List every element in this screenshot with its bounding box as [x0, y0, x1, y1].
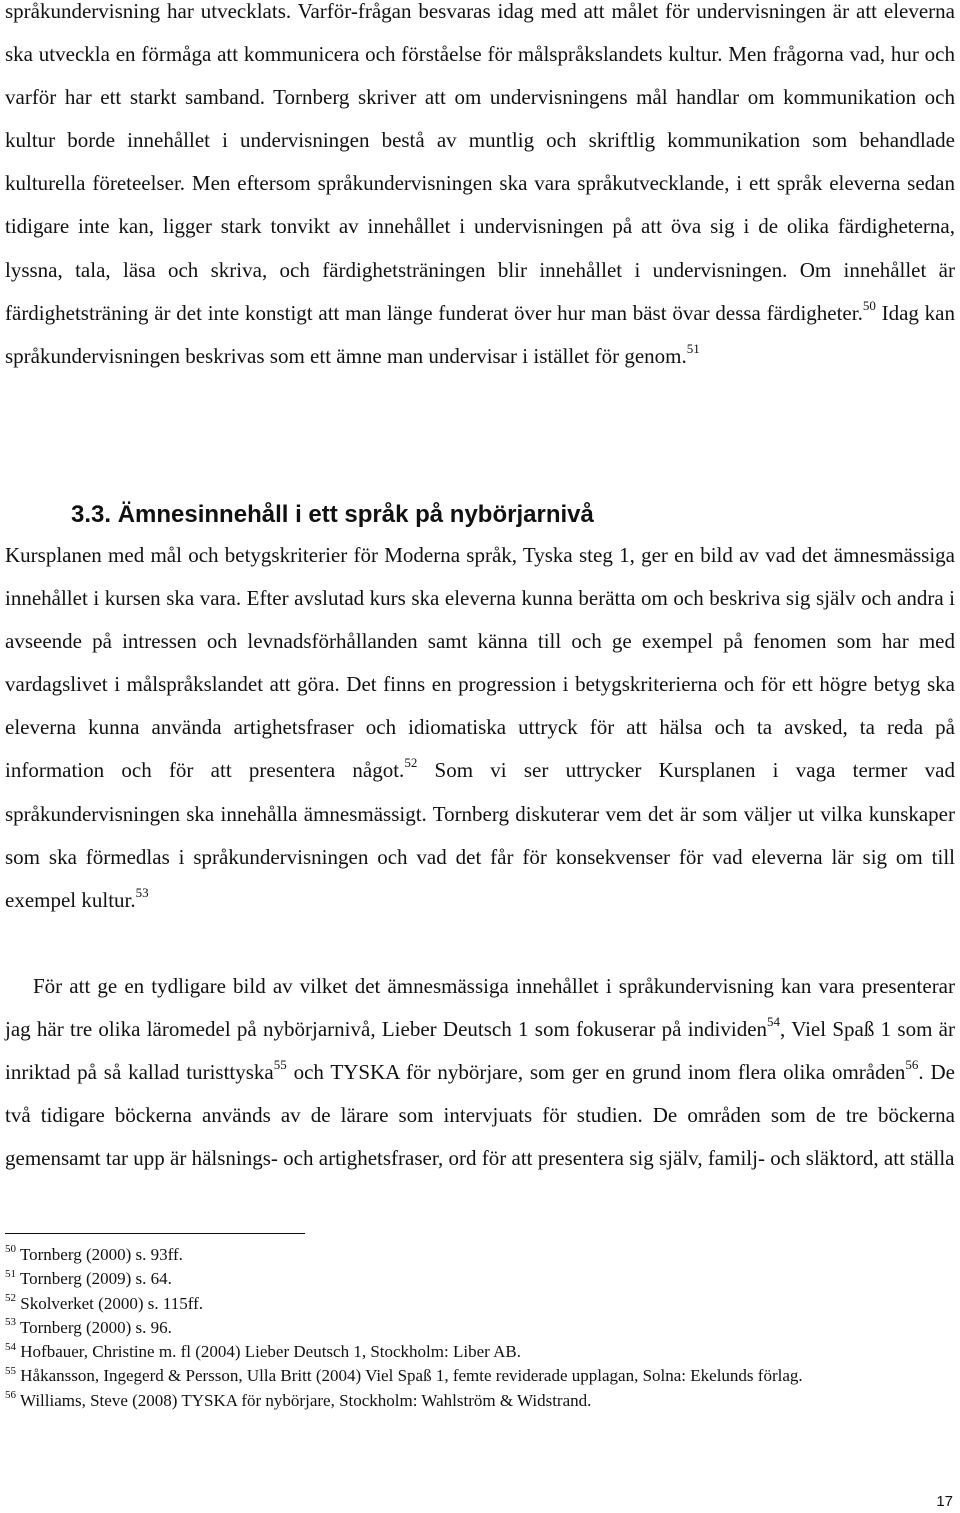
- footnote-ref-56: 56: [905, 1057, 919, 1073]
- footnote-separator: [5, 1233, 305, 1234]
- footnote-text: Tornberg (2000) s. 93ff.: [19, 1245, 183, 1264]
- footnote-number: 53: [5, 1316, 16, 1329]
- paragraph-text: . De två tidigare böckerna används av de lärare som intervjuats för studien. De områden som de tre böckerna gemensamt tar upp är hälsnings- och artighetsfraser, ord för att presentera sig själv, familj- och släktord, att ställa: [5, 1060, 955, 1171]
- paragraph-text: språkundervisning har utvecklats. Varför-frågan besvaras idag med att målet för undervisningen är att eleverna ska utveckla en förmåga att kommunicera och förståelse för målspråkslandets kultur. Men frågorna vad, hur och varför har ett starkt samband. Tornberg skriver att om undervisningens mål handlar om kommunikation och kultur borde innehållet i undervisningen bestå av muntlig och skriftlig kommunikation som behandlade kulturella företeelser. Men eftersom språkundervisningen ska vara språkutvecklande, i ett språk eleverna sedan tidigare inte kan, ligger stark tonvikt av innehållet i undervisningen på att öva sig i de olika färdigheterna, lyssna, tala, läsa och skriva, och färdighetsträningen blir innehållet i undervisningen. Om innehållet är färdighetsträning är det inte konstigt att man länge funderat över hur man bäst övar dessa färdigheter.: [5, 0, 955, 325]
- paragraph-text: Som vi ser uttrycker Kursplanen i vaga termer vad språkundervisningen ska innehålla ämnesmässigt. Tornberg diskuterar vem det är som väljer ut vilka kunskaper som ska förmedlas i språkundervisningen och vad det får för konsekvenser för vad eleverna lär sig om till exempel kultur.: [5, 758, 955, 912]
- body-paragraph-1: [5, 0, 955, 378]
- paragraph-text: , Viel Spaß 1 som är inriktad på så kallad turisttyska: [5, 1017, 955, 1085]
- footnote-text: Håkansson, Ingegerd & Persson, Ulla Britt (2004) Viel Spaß 1, femte reviderade upplagan, Solna: Ekelunds förlag.: [20, 1366, 803, 1386]
- footnote: [5, 1364, 940, 1388]
- footnote-number: 50: [5, 1243, 16, 1256]
- footnote: [5, 1292, 940, 1316]
- footnote: [5, 1267, 940, 1291]
- footnote-number: 54: [5, 1340, 16, 1353]
- footnote-number: 55: [5, 1364, 16, 1377]
- footnote-number: 52: [5, 1291, 16, 1304]
- footnote-ref-54: 54: [767, 1014, 781, 1030]
- footnote: [5, 1316, 940, 1340]
- paragraph-text: Kursplanen med mål och betygskriterier för Moderna språk, Tyska steg 1, ger en bild av vad det ämnesmässiga innehållet i kursen ska vara. Efter avslutad kurs ska eleverna kunna berätta om och beskriva sig själv och andra i avseende på intressen och levnadsförhållanden samt känna till och ge exempel på fenomen som har med vardagslivet i målspråkslandet att göra. Det finns en progression i betygskriterierna och för ett högre betyg ska eleverna kunna använda artighetsfraser och idiomatiska uttryck för att hälsa och ta avsked, ta reda på information och för att presentera något.: [5, 543, 955, 783]
- footnote-text: Hofbauer, Christine m. fl (2004) Lieber Deutsch 1, Stockholm: Liber AB.: [20, 1342, 521, 1362]
- footnote-ref-51: 51: [686, 340, 700, 356]
- paragraph-text: Idag kan språkundervisningen beskrivas som ett ämne man undervisar i istället för genom.: [5, 300, 955, 368]
- paragraph-text: För att ge en tydligare bild av vilket det ämnesmässiga innehållet i språkundervisning kan vara presenterar jag här tre olika läromedel på nybörjarnivå, Lieber Deutsch 1 som fokuserar på individen: [5, 974, 955, 1042]
- footnote-text: Skolverket (2000) s. 115ff.: [20, 1293, 203, 1313]
- footnote-ref-52: 52: [404, 755, 418, 771]
- footnote: [5, 1389, 940, 1413]
- section-heading: 3.3. Ämnesinnehåll i ett språk på nybörjarnivå: [71, 501, 594, 528]
- footnote-ref-53: 53: [135, 884, 149, 900]
- footnote-number: 56: [5, 1389, 16, 1402]
- body-paragraph-3: [5, 965, 955, 1180]
- footnote-ref-55: 55: [273, 1057, 287, 1073]
- footnote-list: [5, 1243, 940, 1413]
- body-paragraph-2: [5, 534, 955, 922]
- page-number: 17: [936, 1493, 953, 1510]
- footnote-number: 51: [5, 1267, 16, 1280]
- footnote-text: Williams, Steve (2008) TYSKA för nybörjare, Stockholm: Wahlström & Widstrand.: [19, 1390, 592, 1410]
- footnote: [5, 1340, 940, 1364]
- footnote-text: Tornberg (2000) s. 96.: [19, 1317, 172, 1337]
- footnote-text: Tornberg (2009) s. 64.: [19, 1269, 172, 1289]
- footnote-ref-50: 50: [862, 297, 876, 313]
- paragraph-text: och TYSKA för nybörjare, som ger en grund inom flera olika områden: [286, 1060, 906, 1085]
- footnote: [5, 1243, 940, 1267]
